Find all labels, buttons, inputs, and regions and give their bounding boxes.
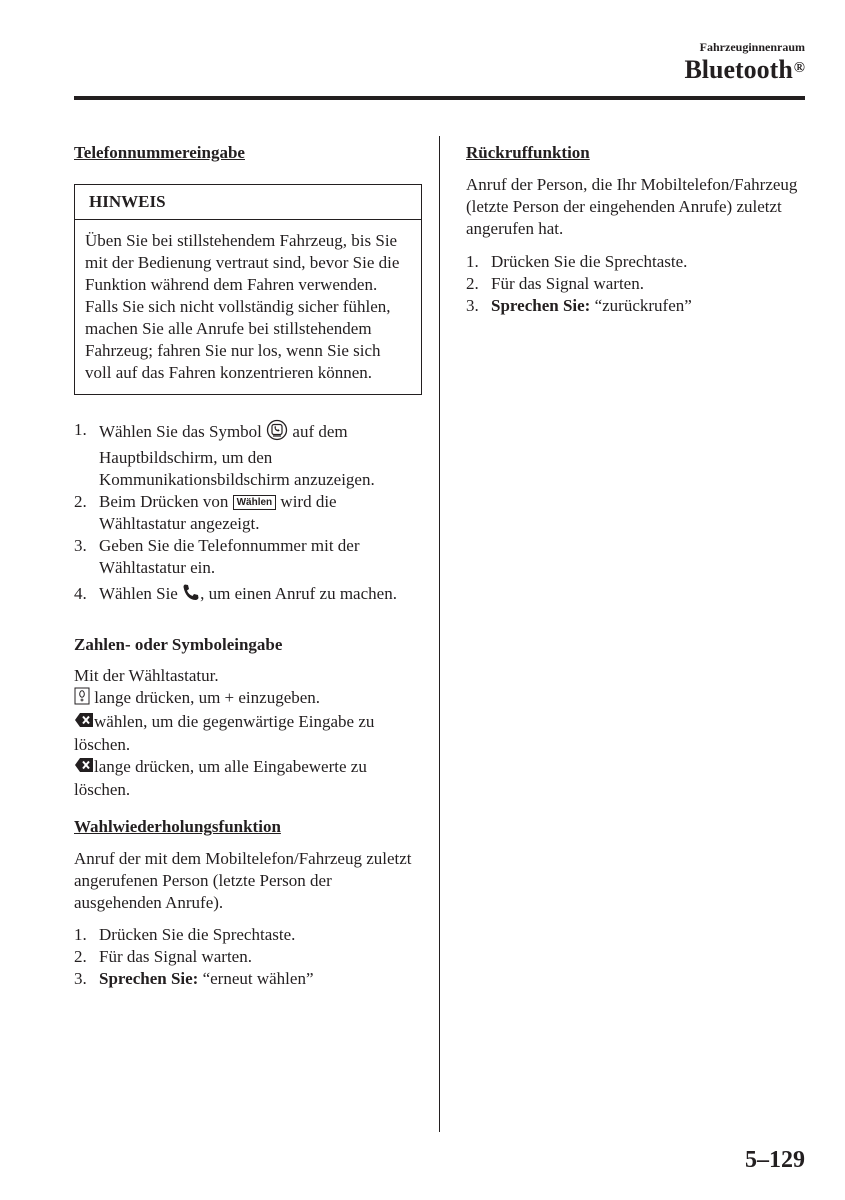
left-column — [74, 142, 422, 990]
delete-key-icon — [74, 712, 94, 734]
list-item — [74, 491, 422, 535]
step-number: 4. — [74, 584, 87, 603]
right-column — [466, 142, 806, 317]
step-text: , um einen Anruf zu machen. — [200, 584, 397, 603]
header-rule — [74, 96, 805, 100]
delete-all-line — [74, 756, 422, 801]
voice-command: “zurückrufen” — [594, 296, 692, 315]
list-item — [74, 583, 422, 607]
section-heading-callback: Rückruffunktion — [466, 143, 590, 162]
note-title: HINWEIS — [75, 185, 421, 220]
phone-number-steps — [74, 419, 422, 607]
handset-icon — [182, 583, 200, 607]
voice-command-label: Sprechen Sie: — [99, 969, 199, 989]
redial-intro: Anruf der mit dem Mobiltelefon/Fahrzeug zuletzt angerufenen Person (letzte Person der ausgehenden Anrufe). — [74, 849, 412, 913]
phone-screen-icon — [266, 419, 288, 447]
note-text: Üben Sie bei stillstehendem Fahrzeug, bis Sie mit der Bedienung vertraut sind, bevor Sie die Funktion während dem Fahren verwenden. Falls Sie sich nicht vollständig sicher fühlen, machen Sie alle Anrufe bei stillstehendem Fahrzeug; fahren Sie nur los, wenn Sie sich voll auf das Fahren konzentrieren können. — [85, 231, 400, 382]
section-heading-redial: Wahlwiederholungsfunktion — [74, 817, 281, 837]
list-item — [74, 924, 422, 946]
voice-command: “erneut wählen” — [202, 969, 314, 989]
voice-command-label: Sprechen Sie: — [491, 296, 591, 315]
step-text: Für das Signal warten. — [99, 947, 252, 967]
step-text: Beim Drücken von — [99, 492, 229, 511]
list-item — [466, 273, 806, 295]
page-number: 5–129 — [745, 1147, 805, 1173]
registered-mark: ® — [793, 60, 805, 76]
delete-all-text: lange drücken, um alle Eingabewerte zu löschen. — [74, 757, 367, 800]
section-heading-phone-number-entry: Telefonnummereingabe — [74, 143, 245, 162]
step-text: Geben Sie die Telefonnummer mit der Wähltastatur ein. — [99, 536, 360, 577]
zero-plus-line — [74, 687, 422, 711]
step-number: 3. — [74, 536, 87, 555]
page-title — [684, 55, 805, 85]
subheading-number-symbol-entry: Zahlen- oder Symboleingabe — [74, 635, 283, 655]
page-title-text: Bluetooth — [684, 55, 793, 84]
delete-one-text: wählen, um die gegenwärtige Eingabe zu löschen. — [74, 712, 375, 755]
step-text: Für das Signal warten. — [491, 274, 644, 293]
step-number: 1. — [74, 420, 87, 439]
column-divider — [439, 136, 440, 1132]
step-number: 2. — [74, 492, 87, 511]
step-text: Wählen Sie — [99, 584, 178, 603]
list-item — [74, 968, 422, 990]
callback-steps — [466, 251, 806, 317]
step-text: Wählen Sie das Symbol — [99, 421, 262, 441]
step-number: 3. — [466, 296, 479, 315]
step-number: 1. — [466, 252, 479, 271]
list-item — [74, 535, 422, 579]
step-text: auf dem Hauptbildschirm, um den Kommunikationsbildschirm anzuzeigen. — [99, 421, 375, 489]
keypad-intro: Mit der Wähltastatur. — [74, 666, 219, 686]
zero-plus-text: lange drücken, um + einzugeben. — [94, 688, 321, 708]
dial-key-label: Wählen — [233, 495, 277, 510]
step-number: 2. — [74, 947, 87, 967]
list-item — [74, 946, 422, 968]
step-text: wird die Wähltastatur angezeigt. — [99, 492, 337, 533]
step-number: 1. — [74, 925, 87, 945]
note-box — [74, 184, 422, 395]
list-item — [74, 419, 422, 491]
zero-plus-key-icon — [74, 687, 90, 711]
list-item — [466, 295, 806, 317]
section-header: Fahrzeuginnenraum — [699, 40, 805, 54]
delete-key-icon — [74, 757, 94, 779]
redial-steps — [74, 924, 422, 990]
delete-one-line — [74, 711, 422, 756]
callback-intro: Anruf der Person, die Ihr Mobiltelefon/Fahrzeug (letzte Person der eingehenden Anrufe) zuletzt angerufen hat. — [466, 175, 798, 238]
step-text: Drücken Sie die Sprechtaste. — [99, 925, 296, 945]
step-number: 3. — [74, 969, 87, 989]
step-text: Drücken Sie die Sprechtaste. — [491, 252, 688, 271]
step-number: 2. — [466, 274, 479, 293]
list-item — [466, 251, 806, 273]
